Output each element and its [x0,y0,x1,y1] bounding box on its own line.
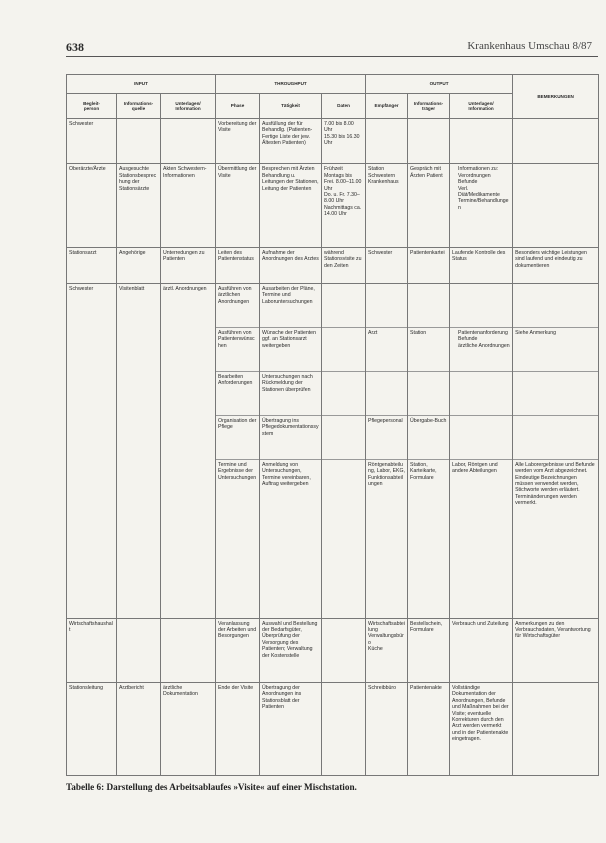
cell-daten-text: während Stationsvisite zu den Zeiten [324,249,362,269]
cell-phase-text: Vorbereitung der Visite [218,121,257,134]
cell-begleitperson-text: Wirtschaftshaushalt [69,620,113,634]
group-throughput: THROUGHPUT [216,75,366,94]
cell-informationstraeger [408,618,450,682]
bullet-item: • Patientenanforderung [458,330,510,336]
sub-step [450,459,512,500]
table-row [67,164,599,247]
cell-informationsquelle [117,119,161,164]
sub-step [366,415,407,456]
cell-empfaenger-text: Schreibbüro [368,685,397,692]
cell-unterlagen-input [161,683,216,776]
table-row [67,283,599,618]
cell-informationstraeger-text: Gespräch mit Ärzten Patient [410,166,443,179]
sub-step [322,459,365,500]
sub-step [262,286,319,324]
sub-step [450,371,512,412]
cell-bemerkungen-text: Anmerkungen zu den Verbrauchsdaten, Verantwortung für Wirtschaftsgüter [515,620,591,640]
cell-informationsquelle-text: Visitenblatt [119,285,145,292]
sub-step [513,459,598,507]
column-header: Informations- träger [408,94,450,119]
cell-empfaenger [366,119,408,164]
cell-unterlagen-output-text: Labor, Röntgen und andere Abteilungen [452,461,498,475]
sub-step [260,415,321,456]
cell-taetigkeit-text: Anmeldung von Untersuchungen, Termine vereinbaren, Auftrag weitergeben [262,461,311,487]
column-header: Informations- quelle [117,94,161,119]
cell-unterlagen-output [450,247,513,283]
sub-step [260,371,321,412]
cell-empfaenger-text: Pflegepersonal [368,417,403,424]
cell-unterlagen-output [450,119,513,164]
cell-phase-text: Übermittlung der Visite [218,166,257,179]
cell-phase [216,618,260,682]
cell-phase [216,247,260,283]
cell-taetigkeit-text: Übertragung ins Pflegedokumentationssystem [262,417,319,437]
cell-begleitperson-text: Oberärzte/Ärzte [69,166,106,173]
cell-daten-text: 7.00 bis 8.00 Uhr 15.30 bis 16.30 Uhr [324,121,360,147]
cell-bemerkungen-text: Alle Laborergebnisse und Befunde werden vom Arzt abgezeichnet. Eindeutige Bezeichnungen müssen verwendet werden, Stichworte werden erläutert. Terminänderungen werden vermerkt. [515,461,595,507]
cell-begleitperson [67,164,117,247]
cell-unterlagen-output-text: Verbrauch und Zuteilung [452,620,509,627]
cell-informationsquelle [117,247,161,283]
table-row [67,683,599,776]
cell-empfaenger [366,283,408,618]
header-rule [66,56,598,57]
cell-bemerkungen [513,164,599,247]
column-header: Phase [216,94,260,119]
cell-daten [322,683,366,776]
cell-taetigkeit [260,683,322,776]
cell-begleitperson-text: Stationsarzt [69,249,97,256]
sub-step [368,286,405,324]
sub-step [216,459,259,500]
bullet-item: • ärztliche Anordnungen [458,343,510,349]
sub-step [513,415,598,456]
table-caption: Tabelle 6: Darstellung des Arbeitsablaufes »Visite« auf einer Mischstation. [66,782,357,792]
cell-informationsquelle [117,164,161,247]
cell-bemerkungen-text: Besonders wichtige Leistungen sind laufend und eindeutig zu dokumentieren [515,249,587,269]
cell-taetigkeit-text: Übertragung der Anordnungen ins Stationsblatt der Patienten [262,685,302,711]
cell-bemerkungen [513,247,599,283]
cell-taetigkeit-text: Ausarbeiten der Pläne, Termine und Laboruntersuchungen [262,285,315,305]
cell-unterlagen-input-text: ärztliche Dokumentation [163,685,198,698]
cell-unterlagen-output [450,683,513,776]
cell-begleitperson [67,247,117,283]
group-notes: BEMERKUNGEN [513,75,599,119]
cell-informationsquelle-text: Ausgesuchte Stationsbesprechung der Stationsärzte [119,166,157,192]
cell-taetigkeit-text: Aufnahme der Anordnungen des Arztes [262,249,319,263]
cell-begleitperson [67,283,117,618]
sub-step [408,327,449,368]
cell-unterlagen-input [161,164,216,247]
sub-step [218,286,257,324]
cell-bemerkungen [513,283,599,618]
cell-unterlagen-input-text: Unterredungen zu Patienten [163,249,205,263]
cell-phase-text: Organisation der Pflege [218,417,257,431]
cell-unterlagen-output [450,618,513,682]
cell-daten-text: Frühzeit Montags bis Frei. 8.00–11.00 Uhr Do. u. Fr. 7.30–8.00 Uhr Nachmittags ca. 14.00 Uhr [324,166,362,218]
cell-phase-text: Ausführen von ärztlichen Anordnungen [218,285,252,305]
cell-phase-text: Bearbeiten Anforderungen [218,373,253,387]
cell-informationstraeger-text: Patientenakte [410,685,442,692]
cell-daten [322,618,366,682]
sub-step [260,327,321,368]
sub-step [452,286,510,324]
cell-informationsquelle [117,683,161,776]
cell-unterlagen-input-text: ärztl. Anordnungen [163,285,207,292]
cell-phase [216,283,260,618]
cell-daten [322,119,366,164]
sub-step [513,327,598,368]
cell-informationstraeger-text: Station [410,329,427,336]
cell-empfaenger [366,618,408,682]
sub-step [216,327,259,368]
cell-bemerkungen [513,683,599,776]
sub-step [450,327,512,368]
cell-unterlagen-input [161,119,216,164]
column-header: Unterlagen/ Information [450,94,513,119]
cell-informationsquelle [117,283,161,618]
cell-unterlagen-input [161,283,216,618]
bullet-item: • Befunde [458,179,510,185]
journal-title: Krankenhaus Umschau 8/87 [467,40,592,52]
cell-unterlagen-input [161,247,216,283]
cell-informationsquelle [117,618,161,682]
cell-informationstraeger [408,247,450,283]
sub-step [260,459,321,500]
sub-step [216,415,259,456]
sub-step [408,459,449,500]
cell-informationstraeger [408,119,450,164]
cell-informationstraeger-text: Bestellschein, Formulare [410,620,443,634]
cell-begleitperson-text: Schwester [69,285,94,292]
sub-step [366,371,407,412]
page-number: 638 [66,40,84,54]
cell-taetigkeit-text: Ausfüllung der für Behandlg. (Patienten-Fertige Liste der jew. Ältesten Patienten) [262,121,313,147]
cell-begleitperson-text: Schwester [69,121,94,127]
cell-taetigkeit [260,119,322,164]
cell-empfaenger-text: Schwester [368,249,393,256]
cell-bemerkungen [513,119,599,164]
cell-taetigkeit-text: Wünsche der Patienten ggf. an Stationsarzt weitergeben [262,329,316,349]
cell-bemerkungen [513,618,599,682]
table-row [67,618,599,682]
cell-phase [216,683,260,776]
cell-begleitperson-text: Stationsleitung [69,685,104,692]
cell-unterlagen-output-text: Laufende Kontrolle des Status [452,249,506,263]
cell-empfaenger [366,164,408,247]
cell-informationstraeger-text: Patientenkartei [410,249,445,256]
cell-taetigkeit [260,618,322,682]
cell-begleitperson [67,119,117,164]
cell-phase-text: Ende der Visite [218,685,254,692]
cell-informationsquelle-text: Angehörige [119,249,146,256]
sub-step [324,286,363,324]
column-header: Daten [322,94,366,119]
sub-step [322,415,365,456]
column-header: Begleit- person [67,94,117,119]
sub-step [515,286,596,324]
cell-empfaenger-text: Arzt [368,329,378,336]
sub-step [513,371,598,412]
sub-step [366,327,407,368]
group-output: OUTPUT [366,75,513,94]
cell-taetigkeit-text: Auswahl und Bestellung der Bedarfsgüter, Überprüfung der Versorgung des Patienten; Verwaltung der Kostenstelle [262,620,318,659]
cell-empfaenger-text: Röntgenabteilung, Labor, EKG, Funktionsabteilungen [368,461,405,487]
sub-step [408,371,449,412]
cell-daten [322,283,366,618]
cell-phase-text: Leiten des Patientenstatus [218,249,254,263]
cell-taetigkeit-text: Besprechen mit Ärzten Behandlung u. Leitungen der Stationen, Leitung der Patienten [262,166,319,192]
cell-informationstraeger [408,283,450,618]
cell-unterlagen-input-text: Akten Schwestern-Informationen [163,166,207,179]
cell-informationsquelle-text: Arztbericht [119,685,144,692]
cell-unterlagen-output [450,283,513,618]
cell-unterlagen-input [161,618,216,682]
sub-step [216,371,259,412]
sub-step [366,459,407,500]
bullet-item: Informationen zu: [458,166,499,173]
sub-step [408,415,449,456]
cell-begleitperson [67,618,117,682]
cell-taetigkeit [260,164,322,247]
cell-informationstraeger [408,683,450,776]
cell-daten [322,164,366,247]
cell-empfaenger-text: Station Schwestern Krankenhaus [368,166,399,186]
table-row [67,119,599,164]
cell-phase [216,119,260,164]
sub-step [450,415,512,456]
cell-taetigkeit [260,247,322,283]
cell-informationstraeger [408,164,450,247]
cell-unterlagen-output-text: Vollständige Dokumentation der Anordnungen, Befunde und Maßnahmen bei der Visite; eventuelle Korrekturen durch den Arzt werden vermerkt und in der Patientenakte eingetragen. [452,685,509,743]
sub-step [322,327,365,368]
cell-informationstraeger-text: Station, Karteikarte, Formulare [410,461,437,481]
cell-empfaenger [366,247,408,283]
workflow-table [66,74,599,776]
cell-taetigkeit-text: Untersuchungen nach Rückmeldung der Stationen überprüfen [262,373,313,393]
cell-phase-text: Ausführen von Patientenwünschen [218,329,255,349]
cell-informationstraeger-text: Übergabe-Buch [410,417,447,424]
sub-step [322,371,365,412]
cell-begleitperson [67,683,117,776]
table-row [67,247,599,283]
cell-phase [216,164,260,247]
column-header: Unterlagen/ Information [161,94,216,119]
cell-empfaenger-text: Wirtschaftsabteilung Verwaltungsbüro Küche [368,620,405,653]
cell-taetigkeit [260,283,322,618]
cell-empfaenger [366,683,408,776]
column-header: Empfänger [366,94,408,119]
bullet-item: • Befunde [458,336,510,342]
bullet-item: • Termine/Behandlungen [458,198,510,211]
bullet-item: • Verl. Diät/Medikamente [458,186,510,199]
cell-bemerkungen-text: Siehe Anmerkung [515,329,557,336]
cell-phase-text: Termine und Ergebnisse der Untersuchungen [218,461,257,481]
cell-daten [322,247,366,283]
cell-unterlagen-output [450,164,513,247]
column-header: Tätigkeit [260,94,322,119]
cell-phase-text: Veranlassung der Arbeiten und Besorgungen [218,620,257,640]
bullet-item: • Verordnungen [458,173,510,179]
sub-step [410,286,447,324]
group-input: INPUT [67,75,216,94]
